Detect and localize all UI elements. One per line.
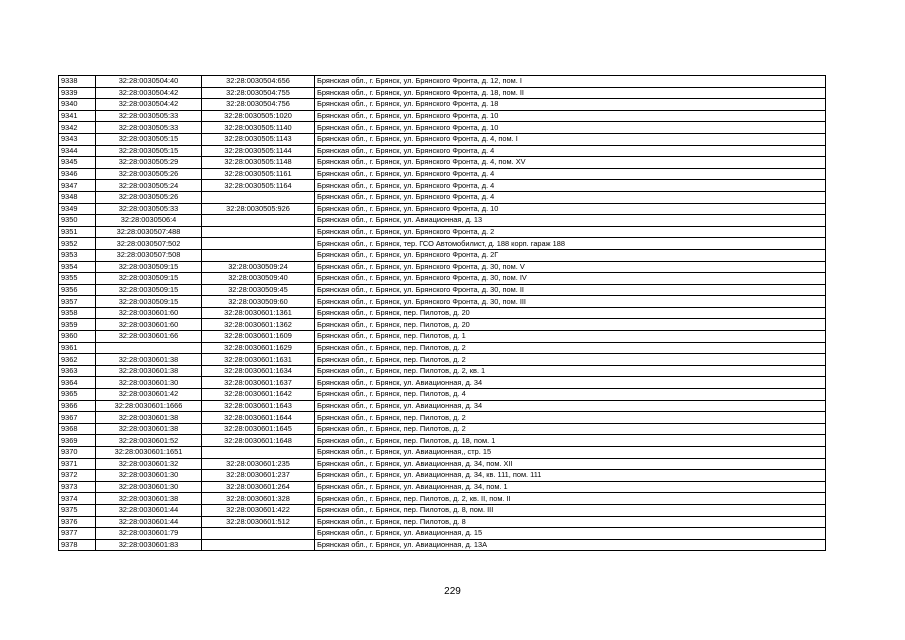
cadastral-number-cell: 32:28:0030507:508	[96, 249, 202, 261]
linked-cadastral-number-cell: 32:28:0030504:756	[202, 99, 315, 111]
cadastral-number-cell	[96, 342, 202, 354]
cadastral-number-cell: 32:28:0030601:38	[96, 493, 202, 505]
row-number-cell: 9377	[59, 528, 96, 540]
linked-cadastral-number-cell: 32:28:0030509:60	[202, 296, 315, 308]
table-row	[59, 249, 826, 261]
cadastral-number-cell: 32:28:0030504:40	[96, 76, 202, 88]
linked-cadastral-number-cell: 32:28:0030505:1020	[202, 110, 315, 122]
row-number-cell: 9352	[59, 238, 96, 250]
cadastral-number-cell: 32:28:0030601:1666	[96, 400, 202, 412]
table-row	[59, 122, 826, 134]
row-number-cell: 9350	[59, 215, 96, 227]
cadastral-number-cell: 32:28:0030509:15	[96, 261, 202, 273]
table-row	[59, 145, 826, 157]
registry-table	[58, 75, 826, 551]
cadastral-number-cell: 32:28:0030601:83	[96, 539, 202, 551]
address-cell: Брянская обл., г. Брянск, пер. Пилотов, д. 1	[315, 331, 826, 343]
table-row	[59, 180, 826, 192]
table-row	[59, 273, 826, 285]
table-row	[59, 238, 826, 250]
linked-cadastral-number-cell: 32:28:0030601:1631	[202, 354, 315, 366]
linked-cadastral-number-cell: 32:28:0030601:1644	[202, 412, 315, 424]
linked-cadastral-number-cell: 32:28:0030601:1637	[202, 377, 315, 389]
table-row	[59, 412, 826, 424]
cadastral-number-cell: 32:28:0030601:66	[96, 331, 202, 343]
row-number-cell: 9364	[59, 377, 96, 389]
row-number-cell: 9365	[59, 389, 96, 401]
cadastral-number-cell: 32:28:0030504:42	[96, 99, 202, 111]
address-cell: Брянская обл., г. Брянск, пер. Пилотов, д. 2, кв. 1	[315, 365, 826, 377]
address-cell: Брянская обл., г. Брянск, ул. Брянского Фронта, д. 30, пом. IV	[315, 273, 826, 285]
row-number-cell: 9366	[59, 400, 96, 412]
cadastral-number-cell: 32:28:0030505:26	[96, 191, 202, 203]
address-cell: Брянская обл., г. Брянск, ул. Брянского Фронта, д. 10	[315, 203, 826, 215]
linked-cadastral-number-cell: 32:28:0030505:1164	[202, 180, 315, 192]
row-number-cell: 9343	[59, 133, 96, 145]
row-number-cell: 9376	[59, 516, 96, 528]
address-cell: Брянская обл., г. Брянск, ул. Брянского Фронта, д. 30, пом. V	[315, 261, 826, 273]
address-cell: Брянская обл., г. Брянск, ул. Брянского Фронта, д. 4	[315, 191, 826, 203]
linked-cadastral-number-cell	[202, 238, 315, 250]
linked-cadastral-number-cell: 32:28:0030601:235	[202, 458, 315, 470]
row-number-cell: 9372	[59, 470, 96, 482]
table-row	[59, 157, 826, 169]
linked-cadastral-number-cell: 32:28:0030505:926	[202, 203, 315, 215]
table-row	[59, 76, 826, 88]
table-row	[59, 203, 826, 215]
row-number-cell: 9371	[59, 458, 96, 470]
cadastral-number-cell: 32:28:0030601:38	[96, 365, 202, 377]
table-row	[59, 319, 826, 331]
linked-cadastral-number-cell: 32:28:0030509:24	[202, 261, 315, 273]
table-row	[59, 261, 826, 273]
cadastral-number-cell: 32:28:0030601:44	[96, 504, 202, 516]
cadastral-number-cell: 32:28:0030509:15	[96, 284, 202, 296]
row-number-cell: 9362	[59, 354, 96, 366]
cadastral-number-cell: 32:28:0030601:30	[96, 470, 202, 482]
table-row	[59, 528, 826, 540]
table-row	[59, 516, 826, 528]
cadastral-number-cell: 32:28:0030601:1651	[96, 447, 202, 459]
linked-cadastral-number-cell	[202, 249, 315, 261]
table-row	[59, 331, 826, 343]
cadastral-number-cell: 32:28:0030601:79	[96, 528, 202, 540]
address-cell: Брянская обл., г. Брянск, ул. Авиационная, д. 34, пом. 1	[315, 481, 826, 493]
address-cell: Брянская обл., г. Брянск, ул. Авиационная, д. 13А	[315, 539, 826, 551]
address-cell: Брянская обл., г. Брянск, пер. Пилотов, д. 2	[315, 423, 826, 435]
cadastral-number-cell: 32:28:0030601:52	[96, 435, 202, 447]
linked-cadastral-number-cell: 32:28:0030601:512	[202, 516, 315, 528]
address-cell: Брянская обл., г. Брянск, ул. Авиационная, д. 34	[315, 377, 826, 389]
address-cell: Брянская обл., г. Брянск, ул. Брянского Фронта, д. 4	[315, 180, 826, 192]
linked-cadastral-number-cell: 32:28:0030601:1629	[202, 342, 315, 354]
page-number: 229	[444, 586, 461, 597]
table-row	[59, 447, 826, 459]
cadastral-number-cell: 32:28:0030509:15	[96, 273, 202, 285]
address-cell: Брянская обл., г. Брянск, ул. Брянского Фронта, д. 4	[315, 145, 826, 157]
linked-cadastral-number-cell: 32:28:0030601:422	[202, 504, 315, 516]
linked-cadastral-number-cell: 32:28:0030601:237	[202, 470, 315, 482]
cadastral-number-cell: 32:28:0030601:38	[96, 412, 202, 424]
linked-cadastral-number-cell	[202, 191, 315, 203]
table-row	[59, 215, 826, 227]
row-number-cell: 9341	[59, 110, 96, 122]
address-cell: Брянская обл., г. Брянск, ул. Брянского Фронта, д. 30, пом. II	[315, 284, 826, 296]
cadastral-number-cell: 32:28:0030601:30	[96, 377, 202, 389]
table-row	[59, 191, 826, 203]
address-cell: Брянская обл., г. Брянск, ул. Авиационная, д. 34, кв. 111, пом. 111	[315, 470, 826, 482]
row-number-cell: 9342	[59, 122, 96, 134]
linked-cadastral-number-cell: 32:28:0030505:1144	[202, 145, 315, 157]
address-cell: Брянская обл., г. Брянск, ул. Брянского Фронта, д. 30, пом. III	[315, 296, 826, 308]
row-number-cell: 9375	[59, 504, 96, 516]
row-number-cell: 9359	[59, 319, 96, 331]
address-cell: Брянская обл., г. Брянск, ул. Авиационная, д. 13	[315, 215, 826, 227]
address-cell: Брянская обл., г. Брянск, ул. Авиационная, д. 34	[315, 400, 826, 412]
address-cell: Брянская обл., г. Брянск, пер. Пилотов, д. 8	[315, 516, 826, 528]
row-number-cell: 9340	[59, 99, 96, 111]
table-row	[59, 481, 826, 493]
row-number-cell: 9358	[59, 307, 96, 319]
table-row	[59, 389, 826, 401]
table-row	[59, 470, 826, 482]
cadastral-number-cell: 32:28:0030507:502	[96, 238, 202, 250]
linked-cadastral-number-cell	[202, 539, 315, 551]
table-row	[59, 504, 826, 516]
cadastral-number-cell: 32:28:0030601:60	[96, 319, 202, 331]
address-cell: Брянская обл., г. Брянск, пер. Пилотов, д. 20	[315, 319, 826, 331]
linked-cadastral-number-cell: 32:28:0030601:264	[202, 481, 315, 493]
row-number-cell: 9378	[59, 539, 96, 551]
address-cell: Брянская обл., г. Брянск, пер. Пилотов, д. 2, кв. II, пом. II	[315, 493, 826, 505]
linked-cadastral-number-cell: 32:28:0030601:1361	[202, 307, 315, 319]
address-cell: Брянская обл., г. Брянск, ул. Брянского Фронта, д. 18	[315, 99, 826, 111]
row-number-cell: 9356	[59, 284, 96, 296]
address-cell: Брянская обл., г. Брянск, ул. Авиационная, д. 15	[315, 528, 826, 540]
table-row	[59, 168, 826, 180]
address-cell: Брянская обл., г. Брянск, ул. Брянского Фронта, д. 4, пом. XV	[315, 157, 826, 169]
linked-cadastral-number-cell: 32:28:0030601:1645	[202, 423, 315, 435]
cadastral-number-cell: 32:28:0030601:38	[96, 423, 202, 435]
cadastral-number-cell: 32:28:0030509:15	[96, 296, 202, 308]
table-row	[59, 354, 826, 366]
table-row	[59, 377, 826, 389]
table-row	[59, 133, 826, 145]
address-cell: Брянская обл., г. Брянск, ул. Брянского Фронта, д. 10	[315, 110, 826, 122]
cadastral-number-cell: 32:28:0030504:42	[96, 87, 202, 99]
table-row	[59, 400, 826, 412]
row-number-cell: 9346	[59, 168, 96, 180]
table-row	[59, 284, 826, 296]
row-number-cell: 9370	[59, 447, 96, 459]
table-row	[59, 493, 826, 505]
cadastral-number-cell: 32:28:0030506:4	[96, 215, 202, 227]
cadastral-number-cell: 32:28:0030505:33	[96, 122, 202, 134]
row-number-cell: 9363	[59, 365, 96, 377]
linked-cadastral-number-cell: 32:28:0030601:1648	[202, 435, 315, 447]
address-cell: Брянская обл., г. Брянск, ул. Брянского Фронта, д. 2	[315, 226, 826, 238]
linked-cadastral-number-cell: 32:28:0030509:45	[202, 284, 315, 296]
linked-cadastral-number-cell: 32:28:0030601:1609	[202, 331, 315, 343]
table-row	[59, 423, 826, 435]
row-number-cell: 9353	[59, 249, 96, 261]
row-number-cell: 9348	[59, 191, 96, 203]
row-number-cell: 9367	[59, 412, 96, 424]
row-number-cell: 9355	[59, 273, 96, 285]
linked-cadastral-number-cell: 32:28:0030601:1362	[202, 319, 315, 331]
linked-cadastral-number-cell	[202, 528, 315, 540]
cadastral-number-cell: 32:28:0030505:33	[96, 110, 202, 122]
row-number-cell: 9345	[59, 157, 96, 169]
address-cell: Брянская обл., г. Брянск, пер. Пилотов, д. 2	[315, 354, 826, 366]
row-number-cell: 9361	[59, 342, 96, 354]
linked-cadastral-number-cell: 32:28:0030601:1642	[202, 389, 315, 401]
table-row	[59, 99, 826, 111]
linked-cadastral-number-cell: 32:28:0030601:328	[202, 493, 315, 505]
cadastral-number-cell: 32:28:0030505:33	[96, 203, 202, 215]
table-row	[59, 342, 826, 354]
address-cell: Брянская обл., г. Брянск, пер. Пилотов, д. 2	[315, 342, 826, 354]
table-row	[59, 110, 826, 122]
table-row	[59, 539, 826, 551]
address-cell: Брянская обл., г. Брянск, пер. Пилотов, д. 4	[315, 389, 826, 401]
row-number-cell: 9373	[59, 481, 96, 493]
linked-cadastral-number-cell	[202, 226, 315, 238]
linked-cadastral-number-cell	[202, 447, 315, 459]
registry-table-body	[59, 76, 826, 551]
row-number-cell: 9357	[59, 296, 96, 308]
address-cell: Брянская обл., г. Брянск, ул. Брянского Фронта, д. 12, пом. I	[315, 76, 826, 88]
table-row	[59, 296, 826, 308]
cadastral-number-cell: 32:28:0030505:15	[96, 133, 202, 145]
table-row	[59, 365, 826, 377]
cadastral-number-cell: 32:28:0030601:30	[96, 481, 202, 493]
row-number-cell: 9360	[59, 331, 96, 343]
row-number-cell: 9347	[59, 180, 96, 192]
row-number-cell: 9369	[59, 435, 96, 447]
cadastral-number-cell: 32:28:0030601:42	[96, 389, 202, 401]
address-cell: Брянская обл., г. Брянск, ул. Авиационная,, стр. 15	[315, 447, 826, 459]
address-cell: Брянская обл., г. Брянск, ул. Брянского Фронта, д. 10	[315, 122, 826, 134]
cadastral-number-cell: 32:28:0030505:24	[96, 180, 202, 192]
table-row	[59, 87, 826, 99]
address-cell: Брянская обл., г. Брянск, ул. Авиационная, д. 34, пом. XII	[315, 458, 826, 470]
table-row	[59, 307, 826, 319]
cadastral-number-cell: 32:28:0030505:15	[96, 145, 202, 157]
address-cell: Брянская обл., г. Брянск, ул. Брянского Фронта, д. 4	[315, 168, 826, 180]
address-cell: Брянская обл., г. Брянск, ул. Брянского Фронта, д. 4, пом. I	[315, 133, 826, 145]
cadastral-number-cell: 32:28:0030601:44	[96, 516, 202, 528]
table-row	[59, 458, 826, 470]
row-number-cell: 9374	[59, 493, 96, 505]
row-number-cell: 9349	[59, 203, 96, 215]
cadastral-number-cell: 32:28:0030601:32	[96, 458, 202, 470]
table-row	[59, 435, 826, 447]
row-number-cell: 9344	[59, 145, 96, 157]
cadastral-number-cell: 32:28:0030507:488	[96, 226, 202, 238]
linked-cadastral-number-cell	[202, 215, 315, 227]
linked-cadastral-number-cell: 32:28:0030505:1140	[202, 122, 315, 134]
linked-cadastral-number-cell: 32:28:0030504:755	[202, 87, 315, 99]
address-cell: Брянская обл., г. Брянск, тер. ГСО Автомобилист, д. 188 корп. гараж 188	[315, 238, 826, 250]
cadastral-number-cell: 32:28:0030601:38	[96, 354, 202, 366]
address-cell: Брянская обл., г. Брянск, ул. Брянского Фронта, д. 18, пом. II	[315, 87, 826, 99]
address-cell: Брянская обл., г. Брянск, пер. Пилотов, д. 20	[315, 307, 826, 319]
address-cell: Брянская обл., г. Брянск, пер. Пилотов, д. 18, пом. 1	[315, 435, 826, 447]
row-number-cell: 9351	[59, 226, 96, 238]
linked-cadastral-number-cell: 32:28:0030509:40	[202, 273, 315, 285]
address-cell: Брянская обл., г. Брянск, пер. Пилотов, д. 2	[315, 412, 826, 424]
linked-cadastral-number-cell: 32:28:0030601:1634	[202, 365, 315, 377]
cadastral-number-cell: 32:28:0030505:26	[96, 168, 202, 180]
address-cell: Брянская обл., г. Брянск, пер. Пилотов, д. 8, пом. III	[315, 504, 826, 516]
row-number-cell: 9368	[59, 423, 96, 435]
cadastral-number-cell: 32:28:0030601:60	[96, 307, 202, 319]
linked-cadastral-number-cell: 32:28:0030504:656	[202, 76, 315, 88]
linked-cadastral-number-cell: 32:28:0030601:1643	[202, 400, 315, 412]
address-cell: Брянская обл., г. Брянск, ул. Брянского Фронта, д. 2Г	[315, 249, 826, 261]
cadastral-number-cell: 32:28:0030505:29	[96, 157, 202, 169]
row-number-cell: 9339	[59, 87, 96, 99]
linked-cadastral-number-cell: 32:28:0030505:1143	[202, 133, 315, 145]
table-row	[59, 226, 826, 238]
row-number-cell: 9338	[59, 76, 96, 88]
row-number-cell: 9354	[59, 261, 96, 273]
linked-cadastral-number-cell: 32:28:0030505:1161	[202, 168, 315, 180]
linked-cadastral-number-cell: 32:28:0030505:1148	[202, 157, 315, 169]
